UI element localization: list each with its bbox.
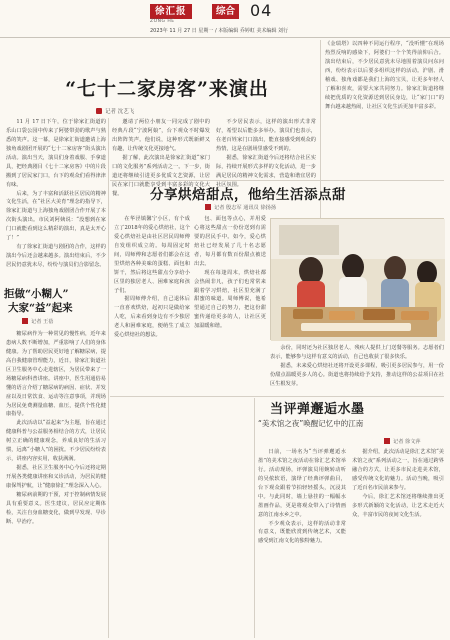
article1-paragraph: 邀请了两位小朋友一同完成了剧中的经典片段“宁波阿娘”，台下观众不时爆发出阵阵笑声。他们说，这种形式既新鲜又有趣，让传统文化更接地气。: [112, 119, 210, 152]
article1-paragraph: 有了徐家汇街道与剧团的合作，这样的演出今后还会越来越多。演出结束后，不少居民仍意犹未尽，纷纷与演员们合影留念。: [6, 244, 106, 268]
article1-paragraph: 据悉，徐家汇街道今后还将结合社区实际，持续开展形式多样的文化活动，进一步满足居民的精神文化需求，营造和谐宜居的社区氛围。: [216, 154, 316, 188]
article1-paragraph: 不少居民表示，这样的演出形式非常好，希望以后能多多举办。演员们也表示，在老百姓家门口演出，能直接感受到观众的热情，这是在剧场里感受不到的。: [216, 119, 316, 152]
article4-byline-text: 记者 徐文萍: [393, 439, 421, 445]
baking-photo: [270, 218, 444, 340]
article2-column: [6, 330, 106, 635]
article2-paragraph: 糖尿病作为一种常见的慢性病，近年来患病人数不断增加，严重影响了人们的身体健康。为了帮助居民更好地了解糖尿病，提高自我健康管理能力，近日，徐家汇街道社区卫生服务中心走进辖区，为居民带来了一场糖尿病科普讲座。讲座中，医生用通俗易懂的语言介绍了糖尿病的病因、症状、并发症以及日常饮食、运动等注意事项，并现场为居民免费测量血糖、血压，提供个性化健康指导。: [6, 331, 106, 418]
article3-column-2: [194, 215, 266, 395]
section-divider: [110, 180, 444, 181]
article1-byline: [96, 107, 134, 115]
sidebar-paragraph: 《金瑞塔》以四种不同运行程序，“没听懂”在现场热烈反响的感染下，阿婆们一个个笑得前仰后合。演出结束后，不少居民意犹未尽地围着演员问东问西，纷纷表示以后要多组织这样的活动。沪剧、滑稽戏、独角戏都是我们上海的宝贝，让更多年轻人了解和喜欢，需要大家共同努力。徐家汇街道将继续把优质的文化资源送到居民身边，让“家门口”的舞台越来越热闹，让社区文化生活更加丰富多彩。: [325, 41, 444, 110]
article3-paragraph: 在华泾镇馨宁小区，有个成立了2018年的爱心烘焙社，这个爱心烘焙社是由社区居民周师傅自发组织成立的。每周固定时间，周师傅和志愿者们都会在这里烘焙各种美味的蛋糕、面包和饼干，然后将这些甜点分享给小区里的独居老人、困难家庭和孩子们。: [114, 216, 190, 294]
article3-byline-text: 记者 殷志军 通讯员 徐扬扬: [214, 205, 277, 211]
section-divider: [110, 396, 444, 397]
masthead: [0, 0, 450, 40]
article2-headline: [4, 288, 116, 315]
article3-headline: 分享烘焙甜点，他给生活添点甜: [150, 187, 346, 203]
article4-paragraph: 不少观众表示，这样的活动非常有意义，既能欣赏到传统艺术，又能感受到江南文化的独特魅力。: [258, 520, 346, 545]
article4-subheadline: “美术馆之夜”唤醒记忆中的江南: [258, 419, 364, 428]
article3-paragraph: 余份，同时还为社区独居老人、残疾人提供上门送餐等服务。志愿者们表示，能够参与这样有意义的活动，自己也收获了很多快乐。: [270, 345, 444, 360]
article1-column-2: [112, 118, 210, 197]
article3-paragraph: 据悉，未来爱心烘焙社还将开设更多课程，吸引更多居民参与，用一份份甜点温暖更多人的心。街道也将持续给予支持，推动这样的公益项目在社区生根发芽。: [270, 362, 444, 387]
pen-icon: [22, 318, 28, 324]
article2-paragraph: 此次活动以“益起来”为主题，旨在通过健康科普与公益服务相结合的方式，让居民树立正确的健康观念，养成良好的生活习惯，远离“小糖人”的困扰。不少居民纷纷表示，讲座内容实用，收获满满。: [6, 420, 106, 463]
article4-column-1: [258, 448, 346, 636]
article2-headline-line2: 大家“益”起来: [8, 301, 73, 314]
article4-paragraph: 今后，徐汇艺术馆还将继续推出更多形式新颖的文化活动，让艺术走近大众，丰富市民的夜间文化生活。: [352, 493, 444, 518]
article3-column-3: [270, 344, 444, 392]
masthead-rule: [0, 37, 450, 38]
article3-byline: [205, 204, 276, 211]
article1-column-1: [6, 118, 106, 284]
article1-column-3: [216, 118, 316, 188]
column-divider: [254, 398, 255, 638]
article3-paragraph: 包、面包等点心，并用爱心将这些甜点一份份送到有需要的居民手中。如今，爱心烘焙社已经发展了几十名志愿者，每月都有数百份甜点被送出去。: [194, 216, 266, 267]
article2-paragraph: 糖尿病前期的干预，对于控制病情发展具有重要意义。医生建议，居民应定期体检，关注自身血糖变化，做到早发现、早诊断、早治疗。: [6, 491, 106, 525]
masthead-tag: 徐汇报: [150, 4, 192, 19]
masthead-pinyin: ZONG HE: [150, 19, 175, 24]
page-number: 04: [250, 1, 273, 20]
article1-headline: “七十二家房客”来演出: [65, 78, 269, 100]
article1-paragraph: 据了解，此次演出是徐家汇街道“家门口的文化服务”系列活动之一。下一步，街道还将继续引进更多优质文艺资源，让居民在家门口就能享受到丰富多彩的文化大餐。: [112, 154, 210, 197]
masthead-date-line: 2023年 11 月 27 日 星期一 / 本版编辑 乔婷虹 美术编辑 刘行: [150, 28, 289, 34]
article1-byline-text: 记者 沈艺飞: [105, 109, 135, 115]
article2-byline-text: 记者 王蓓: [31, 319, 54, 325]
pen-icon: [96, 108, 102, 114]
column-divider: [108, 118, 109, 638]
pen-icon: [205, 204, 211, 210]
baking-photo-illustration: [271, 219, 445, 341]
article3-column-1: [114, 215, 190, 395]
article1-paragraph: 后来，为了丰富和活跃社区居民的精神文化生活，在“社区大美育”理念的指导下，徐家汇街道与上海独角戏剧团合作开展了本次街头演出。市民刘阿姨说：“没想到在家门口就能看到这么精彩的演出，真是太开心了！”: [6, 190, 106, 242]
article4-column-2: [352, 448, 444, 636]
pen-icon: [384, 438, 390, 444]
article3-paragraph: 现在每逢周末，烘焙社都会热闹非凡，孩子们也常常来跟着学习烘焙，社区里充满了甜蜜的味道。周师傅说，他希望通过自己的努力，把这份甜蜜传递给更多的人，让社区更加温暖和谐。: [194, 269, 266, 330]
article2-headline-line1: 拒做“小糊人”: [4, 288, 69, 300]
article4-byline: [384, 438, 421, 445]
article4-paragraph: 据介绍，此次活动是徐汇艺术馆“美术馆之夜”系列活动之一，旨在通过跨界融合的方式，让更多市民走进美术馆，感受传统文化的魅力。活动当晚，吸引了近百名市民前来参与。: [352, 449, 444, 491]
article3-paragraph: 据周师傅介绍，自己退休后一直喜欢烘焙，起初只是做给家人吃，后来看到身边有不少独居老人和困难家庭，便萌生了成立爱心烘焙社的想法。: [114, 296, 190, 339]
article2-paragraph: 据悉，社区卫生服务中心今后还将定期开展各类健康讲座和义诊活动，为居民的健康保驾护航，让“健康徐汇”理念深入人心。: [6, 465, 106, 489]
article1-paragraph: 11 月 17 日下午，位于徐家汇街道的乐山口袋公园中传来了阿婆带劲的歌声与熟悉的笑声。这一幕，是徐家汇街道邀请上海独角戏剧团开展的“七十二家房客”街头演出活动。演出当天，演员们身着戏服、手拿道具，把经典剧目《七十二家房客》中的片段搬到了居民家门口，台下的观众们看得津津有味。: [6, 119, 106, 188]
article4-headline: 当评弹邂逅水墨: [270, 402, 365, 417]
article2-byline: [22, 318, 53, 325]
masthead-section: 综合: [212, 4, 239, 19]
article4-paragraph: 日前，一场名为“当评弹邂逅水墨”的美术馆之夜活动在徐汇艺术馆举行。活动现场，评弹演员用婉转动听的吴侬软语，演绎了经典评弹曲目，台下观众跟着节拍轻轻摇头，沉浸其中。与此同时，墙上悬挂的一幅幅水墨画作品，更是将观众带入了诗情画意的江南水乡之中。: [258, 449, 346, 518]
